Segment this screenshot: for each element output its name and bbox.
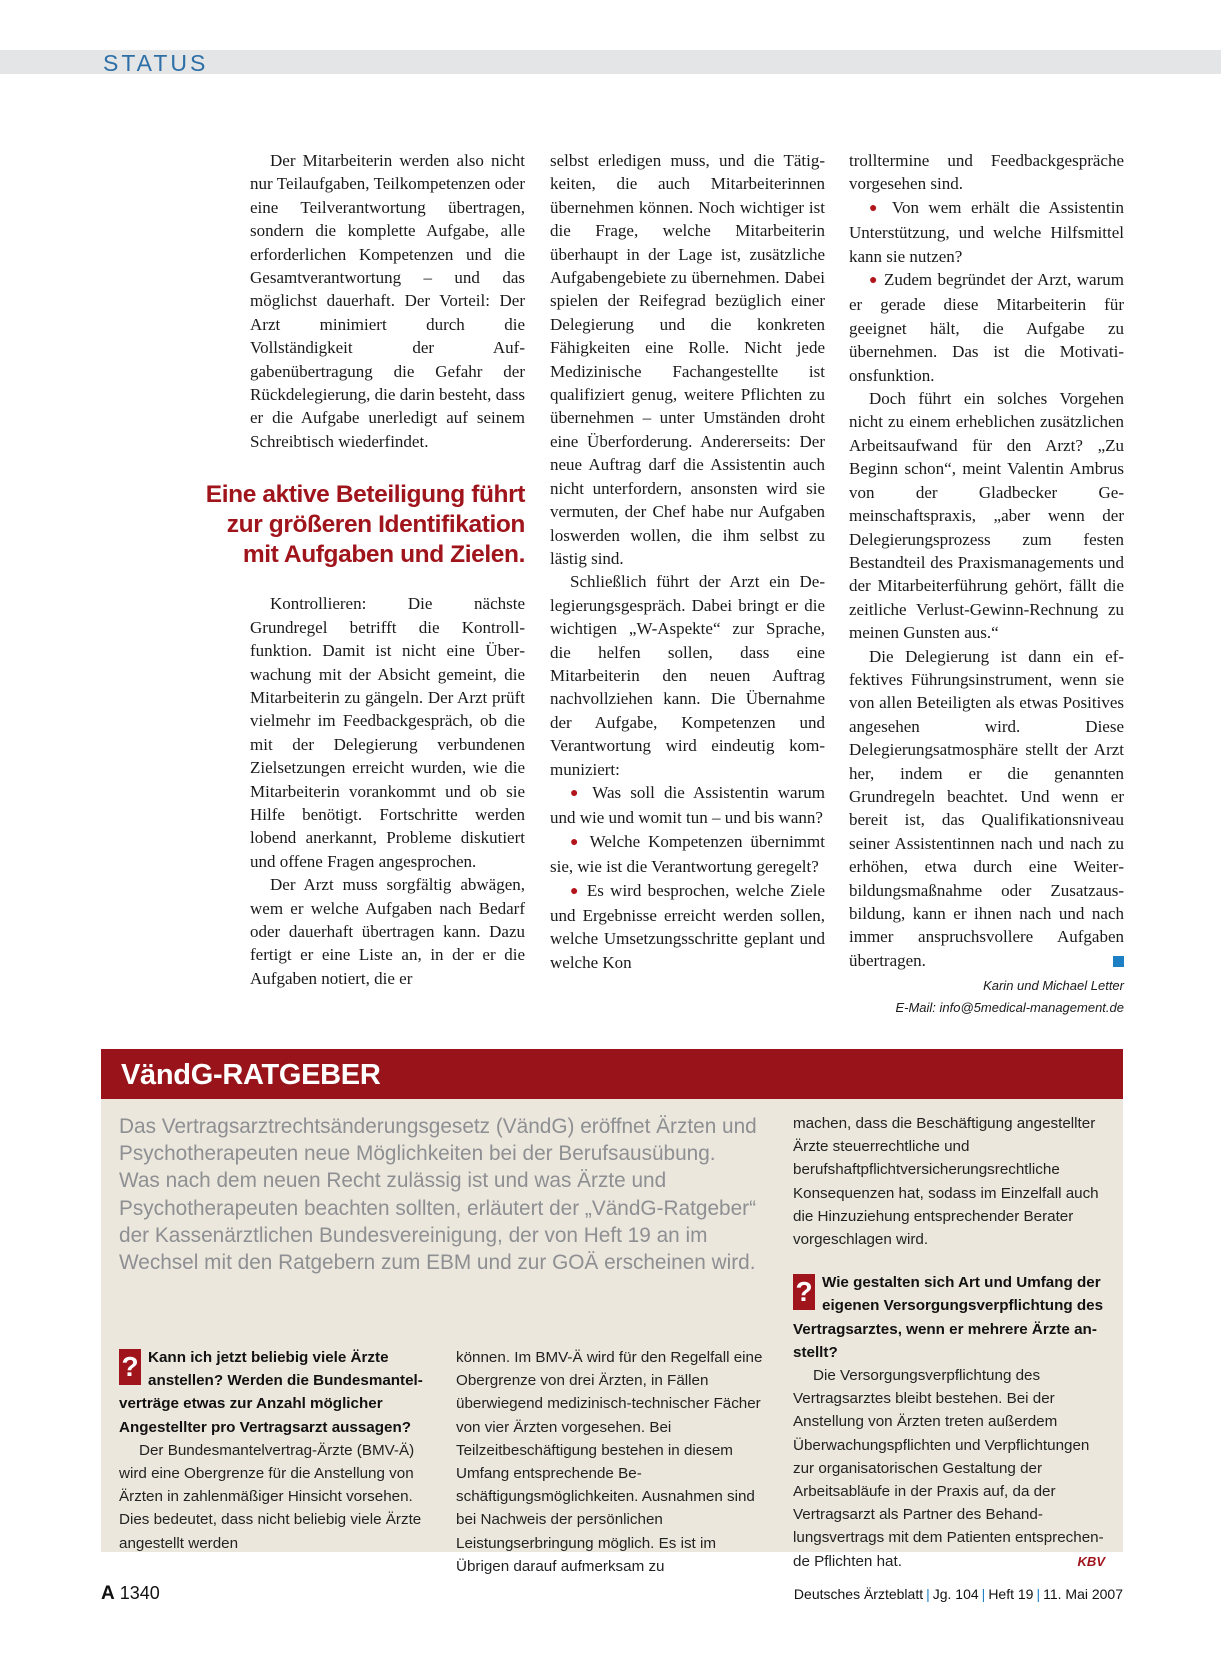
author-line: Karin und Michael Letter: [983, 978, 1124, 994]
section-label: STATUS: [103, 50, 209, 76]
bullet-text: Zudem begründet der Arzt, warum er gerade diese Mitarbeiterin für geeignet hält, die Aufgabe zu übernehmen. Das ist die Motivationsfunktion.: [849, 270, 1124, 385]
bullet-item: [849, 196, 1124, 268]
bullet-item: [550, 781, 825, 830]
question-text: Wie gestalten sich Art und Umfang der eigenen Versorgungsverpflichtung des Vertragsarztes, wenn er mehrere Ärzte anstellt?: [793, 1274, 1104, 1361]
answer-text: Die Versorgungsverpflichtung des Vertragsarztes bleibt bestehen. Bei der Anstellung von Ärzten treten außerdem Überwachungspflichten und Verpflichtungen zur organisatorischen Gestaltung der Arbeitsabläufe in der Praxis auf, da der Vertragsarzt als Partner des Behandlungsvertrags mit dem Patienten entsprechende Pflichten hat.: [793, 1367, 1104, 1570]
advice-column-3: [793, 1112, 1105, 1573]
page-prefix: A: [101, 1583, 115, 1604]
journal-volume: Jg. 104: [932, 1586, 979, 1602]
answer: [793, 1364, 1105, 1573]
bullet-dot-icon: ●: [570, 834, 583, 850]
pull-quote: Eine aktive Beteiligung führt zur größeren Identifikation mit Aufgaben und Zielen.: [205, 481, 525, 569]
journal-issue: Heft 19: [988, 1586, 1034, 1602]
bullet-text: Es wird besprochen, welche Ziele und Ergebnisse erreicht werden sollen, welche Umsetzungsschritte geplant und welche Kon: [550, 880, 826, 972]
advice-column-1: [119, 1346, 431, 1555]
article-column-1: [205, 149, 525, 990]
bullet-item: [550, 879, 825, 975]
question-mark-icon: ?: [119, 1349, 141, 1385]
journal-date: 11. Mai 2007: [1043, 1586, 1123, 1602]
article-paragraph: Kontrollieren: Die nächste Grundregel betrifft die Kontrollfunktion. Damit ist nicht eine Überwachung mit der Absicht gemeint, die Mitarbeiterin zu gängeln. Der Arzt prüft vielmehr im Feedbackgespräch, ob die mit der Delegierung verbundenen Zielsetzungen erreicht wurden, wie die Mitarbeiterin vorankommt und ob sie Hilfe benötigt. Fortschritte werden lobend anerkannt, Probleme diskutiert und offene Fragen angesprochen.: [250, 594, 525, 871]
article-paragraph: trolltermine und Feedbackgespräche vorgesehen sind.: [849, 151, 1124, 194]
article-paragraph: Doch führt ein solches Vorgehen nicht zu einem erheblichen zusätzlichen Arbeitsaufwand für den Arzt? „Zu Beginn schon“, meint Valentin Ambrus von der Gladbecker Gemeinschaftspraxis, „aber wenn der Delegierungsprozess zum festen Bestandteil des Praxismanagements und der Mitarbeiterführung gehört, fällt die zeitliche Verlust-Gewinn-Rechnung zu meinen Gunsten aus.“: [849, 389, 1124, 643]
answer: können. Im BMV-Ä wird für den Regelfall eine Obergrenze von drei Ärzten, in Fällen überwiegend medizinisch-technischer Fächer von vier Ärzten vorgesehen. Bei Teilzeitbeschäftigung bestehen in diesem Umfang entsprechende Beschäftigungsmöglichkeiten. Ausnahmen sind bei Nachweis der persönlichen Leistungserbringung möglich. Es ist im Übrigen darauf aufmerksam zu: [456, 1349, 763, 1575]
article-paragraph: selbst erledigen muss, und die Tätigkeiten, die auch Mitarbeiterinnen übernehmen können. Noch wichtiger ist die Frage, welche Mitarbeiterin überhaupt in der Lage ist, zusätzliche Aufgabengebiete zu übernehmen. Dabei spielen der Reifegrad bezüglich einer Delegierung und die konkreten Fähigkeiten eine Rolle. Nicht jede Medizinische Fachangestellte ist qualifiziert genug, weitere Pflichten zu übernehmen – unter Umständen droht eine Überforderung. Andererseits: Der neue Auftrag darf die Assistentin auch nicht unterfordern, ansonsten wird sie vermuten, der Chef habe nur Aufgaben loswerden wollen, die ihm selbst zu lästig sind.: [550, 151, 825, 568]
separator: |: [926, 1586, 930, 1602]
article-paragraph-text: Die Delegierung ist dann ein effektives Führungsinstrument, wenn sie von allen Beteiligten als etwas Positives angesehen wird. Diese Delegierungsatmosphäre stellt der Arzt her, indem er die genannten Grundregeln beachtet. Und wenn er bereit ist, das Qualifikationsniveau seiner Assistentinnen nach und nach zu erhöhen, etwa durch eine Weiterbildungsmaßnahme oder Zusatzausbildung, kann er ihnen nach und nach immer anspruchsvollere Aufgaben übertragen.: [849, 646, 1124, 970]
page-number: [101, 1583, 160, 1605]
article-paragraph: [849, 645, 1124, 973]
article-paragraph: Schließlich führt der Arzt ein Delegierungsgespräch. Dabei bringt er die wichtigen „W-Aspekte“ zur Sprache, die helfen sollen, dass eine Mitarbeiterin den neuen Auftrag nachvollziehen kann. Die Übernahme der Aufgabe, Kompetenzen und Verantwortung wird eindeutig kommuniziert:: [550, 572, 825, 779]
author-email: E-Mail: info@5medical-management.de: [895, 1000, 1124, 1016]
separator: |: [1036, 1586, 1041, 1602]
separator: |: [981, 1586, 986, 1602]
question: [793, 1271, 1105, 1364]
advice-box-title: VändG-RATGEBER: [121, 1059, 381, 1091]
bullet-dot-icon: ●: [869, 200, 883, 216]
question-mark-icon: ?: [793, 1274, 815, 1310]
bullet-dot-icon: ●: [570, 785, 584, 801]
journal-name: Deutsches Ärzteblatt: [793, 1586, 924, 1602]
end-of-article-icon: [1113, 956, 1124, 967]
journal-citation: [794, 1586, 1123, 1602]
bullet-item: [550, 830, 825, 879]
bullet-text: Von wem erhält die Assistentin Unterstützung, und welche Hilfsmittel kann sie nutzen?: [849, 197, 1124, 266]
bullet-dot-icon: ●: [570, 883, 581, 899]
answer: machen, dass die Beschäftigung angestellter Ärzte steuerrechtliche und berufshaftpflichtversicherungsrechtliche Konsequenzen hat, sodass im Einzelfall auch die Hinzuziehung entsprechender Berater vorgeschlagen wird.: [793, 1115, 1099, 1249]
article-paragraph: Der Arzt muss sorgfältig abwägen, wem er welche Aufgaben nach Bedarf oder dauerhaft übertragen kann. Dazu fertigt er eine Liste an, in der er die Aufgaben notiert, die er: [250, 875, 525, 988]
article-paragraph: Der Mitarbeiterin werden also nicht nur Teilaufgaben, Teilkompetenzen oder eine Teilverantwortung übertragen, sondern die komplette Aufgabe, alle erforderlichen Kompetenzen und die Gesamtverantwortung – und das möglichst dauerhaft. Der Vorteil: Der Arzt minimiert durch die Vollständigkeit der Aufgabenübertragung die Gefahr der Rückdelegierung, die darin besteht, dass er die Aufgabe unerledigt auf seinem Schreibtisch wiederfindet.: [250, 151, 525, 451]
advice-box-intro: Das Vertragsarztrechtsänderungsgesetz (VändG) eröffnet Ärzten und Psychotherapeuten neue Möglichkeiten bei der Berufsausübung. Was nach dem neuen Recht zulässig ist und was Ärzte und Psychotherapeuten beachten sollten, erläutert der „VändG-Ratgeber“ der Kassenärztlichen Bundesvereinigung, der von Heft 19 an im Wechsel mit den Ratgebern zum EBM und zur GOÄ erscheinen wird.: [119, 1115, 757, 1275]
article-column-2: [550, 149, 825, 974]
bullet-dot-icon: ●: [869, 273, 879, 289]
bullet-text: Was soll die Assistentin warum und wie und womit tun – und bis wann?: [550, 782, 825, 828]
advice-column-2: [456, 1346, 770, 1578]
source-label: KBV: [1077, 1553, 1105, 1569]
page-number-value: 1340: [119, 1583, 160, 1603]
question-text: Kann ich jetzt beliebig viele Ärzte anstellen? Werden die Bundesmantelverträge etwas zur Anzahl möglicher Angestellter pro Vertragsarzt aussagen?: [119, 1349, 423, 1436]
article-column-3: [849, 149, 1124, 1019]
bullet-text: Welche Kompetenzen übernimmt sie, wie ist die Verantwortung geregelt?: [550, 831, 825, 877]
question: [119, 1346, 431, 1439]
answer: Der Bundesmantelvertrag-Ärzte (BMV-Ä) wird eine Obergrenze für die Anstellung von Ärzten in zahlenmäßiger Hinsicht vorsehen. Dies bedeutet, dass nicht beliebig viele Ärzte angestellt werden: [119, 1441, 422, 1552]
bullet-item: [849, 268, 1124, 387]
